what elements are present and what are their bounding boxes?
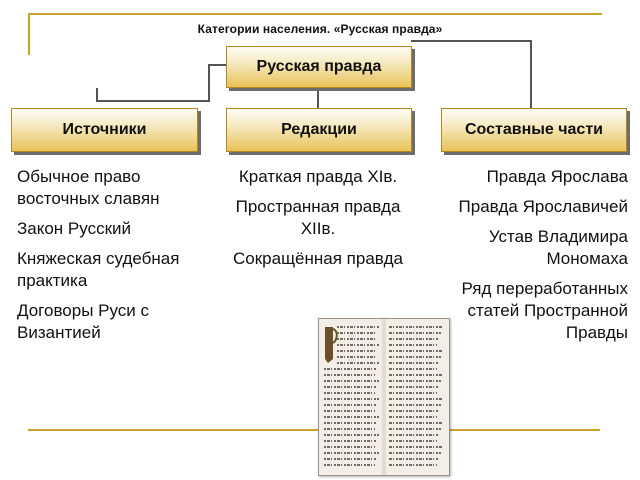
page-title: Категории населения. «Русская правда» (197, 22, 443, 36)
sources-item: Обычное право восточных славян (17, 167, 160, 208)
parts-list (440, 166, 628, 352)
category-box-sources (11, 108, 198, 152)
sources-item: Договоры Руси с Византией (17, 301, 149, 342)
connector-root-left (208, 64, 226, 66)
category-label-sources: Источники (62, 121, 147, 138)
category-box-parts (441, 108, 627, 152)
parts-item: Устав Владимира Мономаха (488, 227, 628, 268)
sources-item: Закон Русский (17, 219, 131, 238)
connector-to-sources (96, 88, 98, 102)
category-box-editions (226, 108, 412, 152)
editions-item: Сокращённая правда (232, 249, 403, 268)
category-label-parts: Составные части (464, 121, 603, 138)
connector-right-down (530, 40, 532, 108)
parts-item: Правда Ярослава (486, 167, 628, 186)
connector-root-mid (317, 88, 319, 108)
sources-list (17, 166, 217, 352)
manuscript-page-image (318, 318, 450, 476)
connector-root-right (411, 40, 531, 42)
frame-top-line (28, 13, 602, 15)
root-box (226, 46, 412, 88)
parts-item: Ряд переработанных статей Пространной Правды (461, 279, 628, 342)
connector-horizontal-left (96, 100, 210, 102)
category-label-editions: Редакции (281, 121, 357, 138)
editions-item: Краткая правда XIв. (238, 167, 398, 186)
parts-item: Правда Ярославичей (458, 197, 628, 216)
editions-item: Пространная правда XIIв. (235, 197, 401, 238)
frame-bottom-line (28, 429, 600, 431)
manuscript-illustration (319, 319, 449, 475)
connector-left-down (208, 64, 210, 102)
sources-item: Княжеская судебная практика (17, 249, 180, 290)
editions-list (228, 166, 408, 278)
root-label: Русская правда (256, 58, 382, 75)
